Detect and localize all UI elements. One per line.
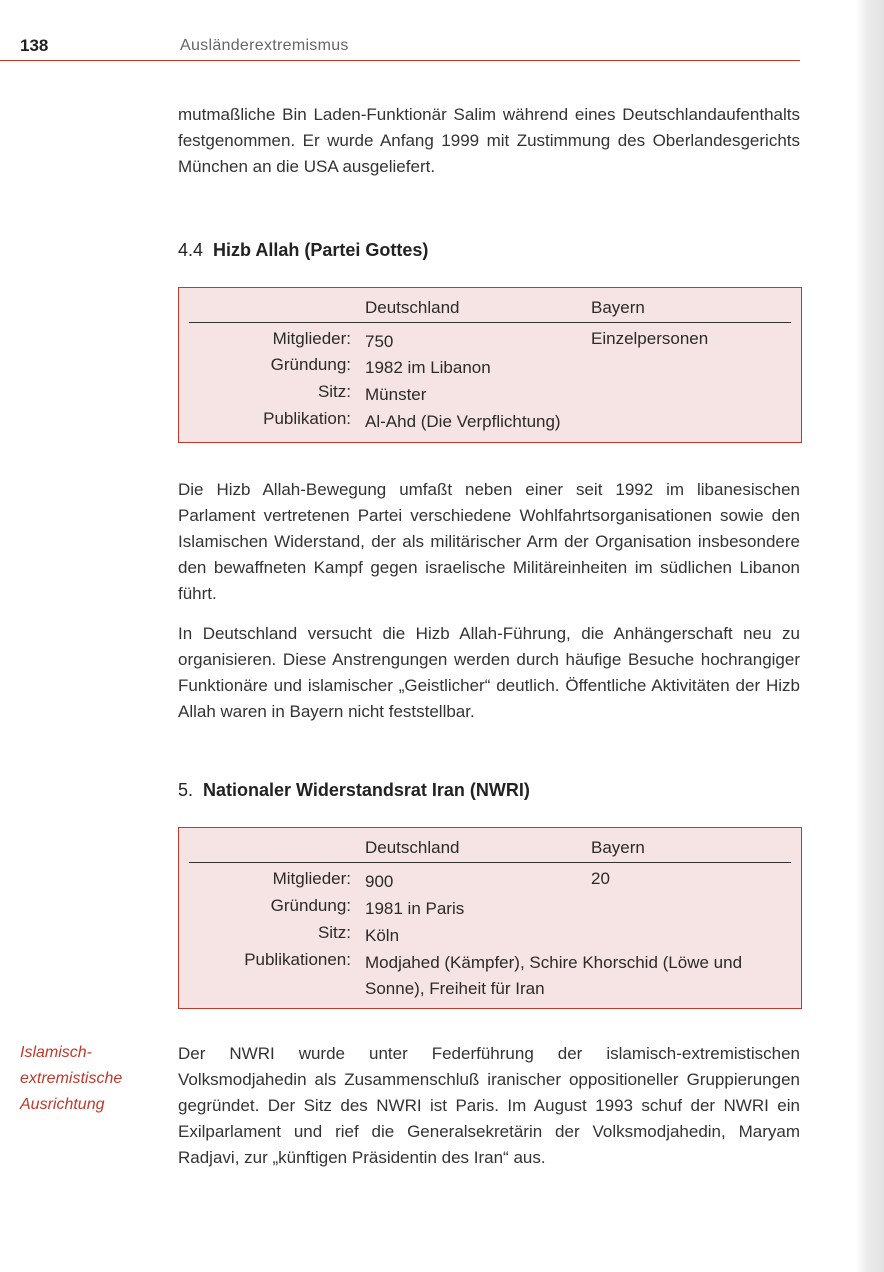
section-title: Hizb Allah (Partei Gottes) (213, 240, 429, 260)
row-value-germany: 750 (365, 332, 394, 351)
row-value-germany: 1982 im Libanon (365, 358, 491, 377)
section-heading-5 (178, 780, 530, 801)
row-value-germany: Münster (365, 385, 427, 404)
info-row-members (179, 869, 801, 895)
row-label: Sitz: (317, 382, 351, 401)
section-heading-4-4 (178, 240, 428, 261)
info-box-header (189, 836, 791, 863)
row-label: Gründung: (270, 896, 351, 915)
row-label: Sitz: (317, 923, 351, 942)
info-row-publications (179, 950, 801, 998)
column-header-bavaria: Bayern (591, 838, 645, 857)
page-edge-shadow (856, 0, 884, 1272)
info-row-founding (179, 896, 801, 922)
page-number: 138 (20, 36, 49, 55)
info-row-founding (179, 355, 801, 381)
section-title: Nationaler Widerstandsrat Iran (NWRI) (203, 780, 530, 800)
row-value-germany: 1981 in Paris (365, 899, 465, 918)
body-paragraph: Der NWRI wurde unter Federführung der islamisch-extremistischen Volksmodjahedin als Zusammenschluß iranischer oppositioneller Gruppierungen gegründet. Der Sitz des NWRI ist Paris. Im August 1993 schuf der NWRI ein Exilparlament und rief die Generalsekretärin der Volksmodjahedin, Maryam Radjavi, zur „künftigen Präsidentin des Iran“ aus. (178, 1044, 800, 1167)
column-header-germany: Deutschland (365, 838, 460, 857)
info-row-seat (179, 923, 801, 949)
info-row-members (179, 329, 801, 355)
info-row-publication (179, 409, 801, 435)
intro-paragraph: mutmaßliche Bin Laden-Funktionär Salim während eines Deutschlandaufenthalts festgenommen. Er wurde Anfang 1999 mit Zustimmung des Oberlandesgerichts München an die USA ausgeliefert. (178, 105, 800, 176)
row-label: Mitglieder: (272, 329, 351, 348)
section-number: 5. (178, 780, 194, 800)
row-label: Gründung: (270, 355, 351, 374)
running-title: Ausländerextremismus (180, 37, 349, 54)
column-header-bavaria: Bayern (591, 298, 645, 317)
row-label: Mitglieder: (272, 869, 351, 888)
row-value-germany: 900 (365, 872, 394, 891)
row-label: Publikationen: (244, 950, 351, 969)
body-paragraph: Die Hizb Allah-Bewegung umfaßt neben einer seit 1992 im libanesischen Parlament vertretenen Partei verschiedene Wohlfahrtsorganisationen sowie den Islamischen Widerstand, der als militärischer Arm der Organisation insbesondere den bewaffneten Kampf gegen israelische Militäreinheiten im südlichen Libanon führt. (178, 480, 800, 603)
row-value-bavaria: 20 (591, 869, 610, 888)
row-value-bavaria: Einzelpersonen (591, 329, 709, 348)
section-number: 4.4 (178, 240, 204, 260)
margin-note: Islamisch-extremistische Ausrichtung (20, 1044, 123, 1113)
info-box-header (189, 296, 791, 323)
row-value-germany: Köln (365, 926, 400, 945)
info-row-seat (179, 382, 801, 408)
column-header-germany: Deutschland (365, 298, 460, 317)
row-value-germany: Al-Ahd (Die Verpflichtung) (365, 412, 561, 431)
body-paragraph: In Deutschland versucht die Hizb Allah-Führung, die Anhängerschaft neu zu organisieren. Diese Anstrengungen werden durch häufige Besuche hochrangiger Funktionäre und islamischer „Geistlicher“ deutlich. Öffentliche Aktivitäten der Hizb Allah waren in Bayern nicht feststellbar. (178, 624, 800, 721)
info-box-hizb-allah (178, 287, 802, 443)
row-label: Publikation: (263, 409, 351, 428)
row-value-germany: Modjahed (Kämpfer), Schire Khorschid (Löwe und Sonne), Freiheit für Iran (365, 953, 743, 998)
info-box-nwri (178, 827, 802, 1009)
page-header (0, 30, 800, 61)
